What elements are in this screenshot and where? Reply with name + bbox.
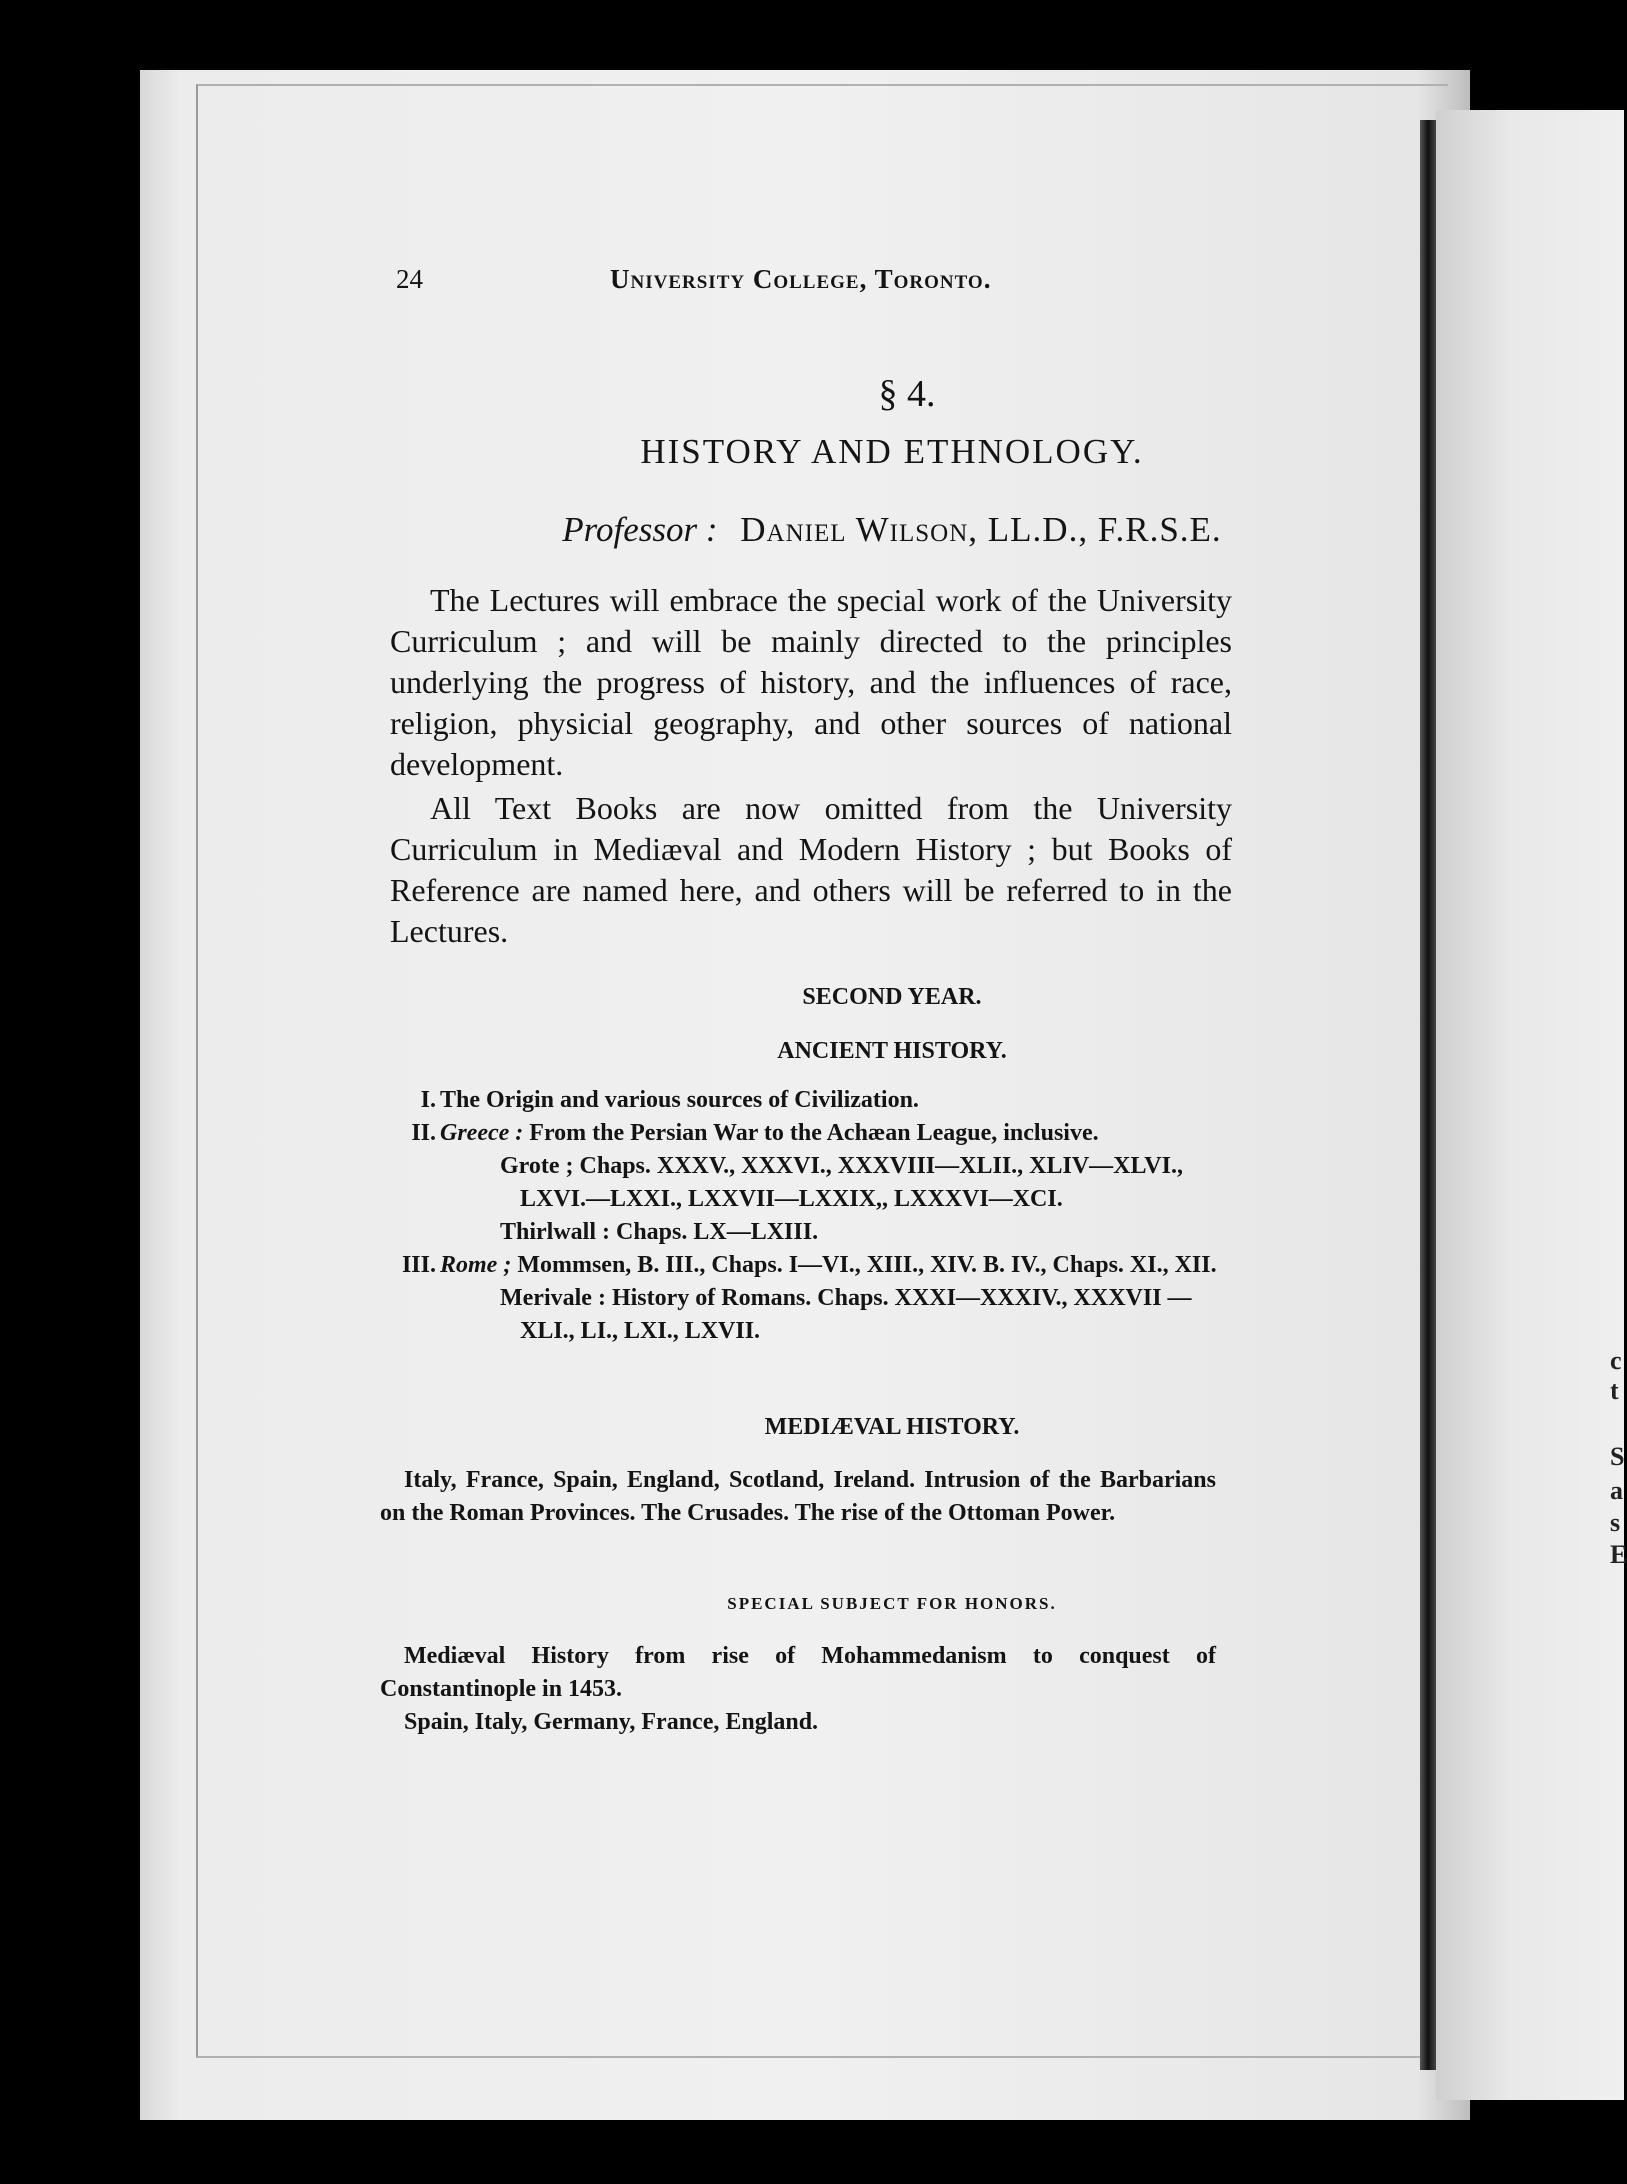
second-year-heading: SECOND YEAR. xyxy=(802,984,982,1010)
facing-page-fragment: S xyxy=(1610,1442,1625,1471)
item-topic: Greece : xyxy=(440,1120,524,1146)
intro-paragraph: All Text Books are now omitted from the University Curriculum in Mediæval and Modern History ; but Books of Reference are named here, and others will be referred to in the Lectures. xyxy=(390,790,1232,949)
item-number: I. xyxy=(420,1087,436,1113)
ancient-history-list xyxy=(380,1084,1220,1348)
item-number: III. xyxy=(401,1252,436,1278)
professor-name: Daniel Wilson, LL.D., F.R.S.E. xyxy=(740,510,1222,549)
list-item xyxy=(380,1249,1220,1348)
item-text: Mommsen, B. III., Chaps. I—VI., XIII., XIV. B. IV., Chaps. XI., XII. xyxy=(517,1252,1217,1278)
list-item xyxy=(380,1117,1220,1249)
section-mark: § 4. xyxy=(878,373,936,415)
facing-page-fragment: t xyxy=(1610,1376,1619,1405)
medieval-history-text: Italy, France, Spain, England, Scotland, Ireland. Intrusion of the Barbarians on the Roman Provinces. The Crusades. The rise of the Ottoman Power. xyxy=(380,1467,1216,1526)
medieval-history-heading: MEDIÆVAL HISTORY. xyxy=(764,1414,1020,1440)
facing-page-fragment: c xyxy=(1610,1346,1622,1375)
item-reference: Thirlwall : Chaps. LX—LXIII. xyxy=(500,1219,819,1245)
item-topic: Rome ; xyxy=(440,1252,512,1278)
item-reference: Merivale : History of Romans. Chaps. XXXI—XXXIV., XXXVII —XLI., LI., LXI., LXVII. xyxy=(500,1285,1192,1344)
facing-page-fragment: s xyxy=(1610,1508,1621,1537)
list-item xyxy=(380,1084,1220,1117)
facing-page-fragment: E xyxy=(1610,1540,1627,1569)
page-number: 24 xyxy=(396,264,423,294)
professor-label: Professor : xyxy=(562,510,718,549)
ancient-history-heading: ANCIENT HISTORY. xyxy=(777,1038,1007,1064)
facing-page-fragment: a xyxy=(1610,1476,1623,1505)
running-title: University College, Toronto. xyxy=(610,264,992,294)
special-subject-countries: Spain, Italy, Germany, France, England. xyxy=(404,1709,819,1735)
professor-line xyxy=(0,510,1624,550)
special-subject-heading: SPECIAL SUBJECT FOR HONORS. xyxy=(727,1594,1057,1613)
item-text: From the Persian War to the Achæan League, inclusive. xyxy=(529,1120,1099,1146)
item-reference: Grote ; Chaps. XXXV., XXXVI., XXXVIII—XLII., XLIV—XLVI., LXVI.—LXXI., LXXVII—LXXIX,, LXXXVI—XCI. xyxy=(500,1153,1183,1212)
intro-paragraph: The Lectures will embrace the special work of the University Curriculum ; and will be mainly directed to the principles underlying the progress of history, and the influences of race, religion, physicial geography, and other sources of national development. xyxy=(390,582,1232,782)
special-subject-text: Mediæval History from rise of Mohammedanism to conquest of Constantinople in 1453. xyxy=(380,1643,1216,1702)
page-title: HISTORY AND ETHNOLOGY. xyxy=(640,432,1144,471)
item-number: II. xyxy=(411,1120,436,1146)
item-text: The Origin and various sources of Civilization. xyxy=(440,1087,919,1113)
